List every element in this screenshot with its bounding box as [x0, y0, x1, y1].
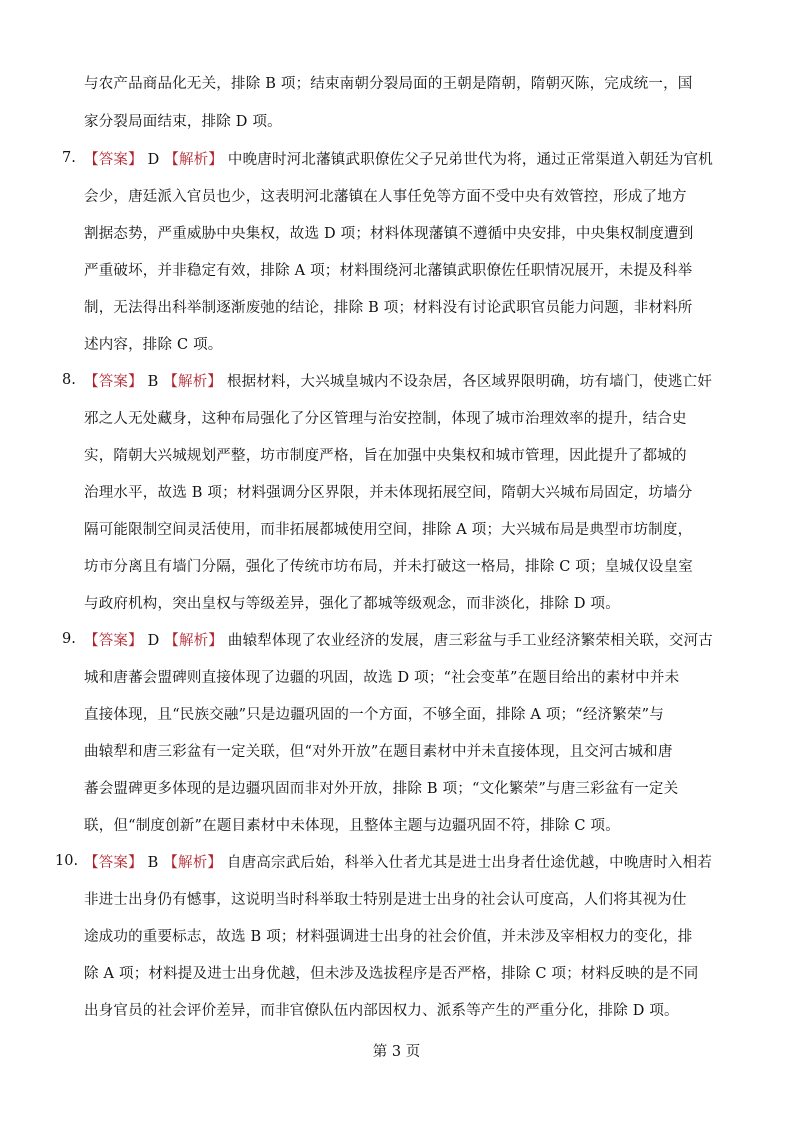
intro-line-1: 与农产品商品化无关，排除 B 项；结束南朝分裂局面的王朝是隋朝，隋朝灭陈，完成统一，国	[84, 76, 693, 92]
analysis-tag: 【解析】	[163, 855, 223, 871]
analysis-tag: 【解析】	[163, 374, 223, 390]
item-line: 邪之人无处藏身，这种布局强化了分区管理与治安控制，体现了城市治理效率的提升，结合史	[84, 411, 687, 427]
answer-letter: B	[147, 374, 159, 390]
item-line: 蕃会盟碑更多体现的是边疆巩固而非对外开放，排除 B 项；“文化繁荣”与唐三彩盆有一定关	[84, 781, 679, 797]
item-line: 实，隋朝大兴城规划严整，坊市制度严格，旨在加强中央集权和城市管理，因此提升了都城的	[84, 448, 687, 464]
analysis-tag: 【解析】	[164, 152, 224, 168]
item-line: 途成功的重要标志，故选 B 项；材料强调进士出身的社会价值，并未涉及宰相权力的变化，排	[84, 929, 693, 945]
answer-letter: D	[147, 633, 160, 649]
item-number: 8.	[62, 372, 76, 388]
answer-tag: 【答案】	[84, 152, 143, 168]
item-line: 严重破坏，并非稳定有效，排除 A 项；材料围绕河北藩镇武职僚佐任职情况展开，未提及科举	[84, 263, 693, 279]
item-line: 述内容，排除 C 项。	[84, 337, 223, 353]
item-line: 割据态势，严重威胁中央集权，故选 D 项；材料体现藩镇不遵循中央安排，中央集权制度遭到	[84, 226, 694, 242]
analysis-text: 根据材料，大兴城皇城内不设杂居，各区域界限明确，坊有墙门，使逃亡奸	[226, 374, 713, 390]
item-first-line	[84, 150, 744, 170]
item-number: 10.	[55, 853, 79, 869]
item-line: 联，但“制度创新”在题目素材中未体现，且整体主题与边疆巩固不符，排除 C 项。	[84, 818, 620, 834]
answer-tag: 【答案】	[84, 855, 143, 871]
page-footer: 第 3 页	[372, 1044, 421, 1060]
item-line: 除 A 项；材料提及进士出身优越，但未涉及选拔程序是否严格，排除 C 项；材料反映的是不同	[84, 966, 699, 982]
item-number: 9.	[62, 631, 76, 647]
item-line: 曲辕犁和唐三彩盆有一定关联，但“对外开放”在题目素材中并未直接体现，且交河古城和唐	[84, 744, 673, 760]
analysis-text: 中晚唐时河北藩镇武职僚佐父子兄弟世代为将，通过正常渠道入朝廷为官机	[227, 152, 713, 168]
answer-letter: D	[147, 152, 160, 168]
intro-line-2: 家分裂局面结束，排除 D 项。	[84, 114, 282, 130]
item-first-line	[84, 372, 744, 392]
item-line: 会少，唐廷派入官员也少，这表明河北藩镇在人事任免等方面不受中央有效管控，形成了地方	[84, 189, 687, 205]
item-first-line	[84, 631, 744, 651]
item-line: 出身官员的社会评价差异，而非官僚队伍内部因权力、派系等产生的严重分化，排除 D 项。	[84, 1003, 679, 1019]
item-line: 与政府机构，突出皇权与等级差异，强化了都城等级观念，而非淡化，排除 D 项。	[84, 596, 620, 612]
item-line: 隔可能限制空间灵活使用，而非拓展都城使用空间，排除 A 项；大兴城布局是典型市坊制度，	[84, 522, 693, 538]
answer-tag: 【答案】	[84, 633, 143, 649]
item-line: 制，无法得出科举制逐渐废弛的结论，排除 B 项；材料没有讨论武职官员能力问题，非材料所	[84, 300, 693, 316]
answer-tag: 【答案】	[84, 374, 143, 390]
item-line: 治理水平，故选 B 项；材料强调分区界限，并未体现拓展空间，隋朝大兴城布局固定，坊墙分	[84, 485, 693, 501]
item-number: 7.	[62, 150, 76, 166]
answer-letter: B	[147, 855, 159, 871]
analysis-tag: 【解析】	[164, 633, 224, 649]
item-line: 直接体现，且“民族交融”只是边疆巩固的一个方面，不够全面，排除 A 项；“经济繁荣”与	[84, 707, 664, 723]
item-line: 城和唐蕃会盟碑则直接体现了边疆的巩固，故选 D 项；“社会变革”在题目给出的素材中并未	[84, 670, 680, 686]
analysis-text: 曲辕犁体现了农业经济的发展，唐三彩盆与手工业经济繁荣相关联，交河古	[227, 633, 713, 649]
item-first-line	[84, 853, 744, 873]
item-line: 坊市分离且有墙门分隔，强化了传统市坊布局，并未打破这一格局，排除 C 项；皇城仅设皇室	[84, 559, 693, 575]
item-line: 非进士出身仍有憾事，这说明当时科举取士特别是进士出身的社会认可度高，人们将其视为仕	[84, 892, 687, 908]
analysis-text: 自唐高宗武后始，科举入仕者尤其是进士出身者仕途优越，中晚唐时入相若	[226, 855, 713, 871]
